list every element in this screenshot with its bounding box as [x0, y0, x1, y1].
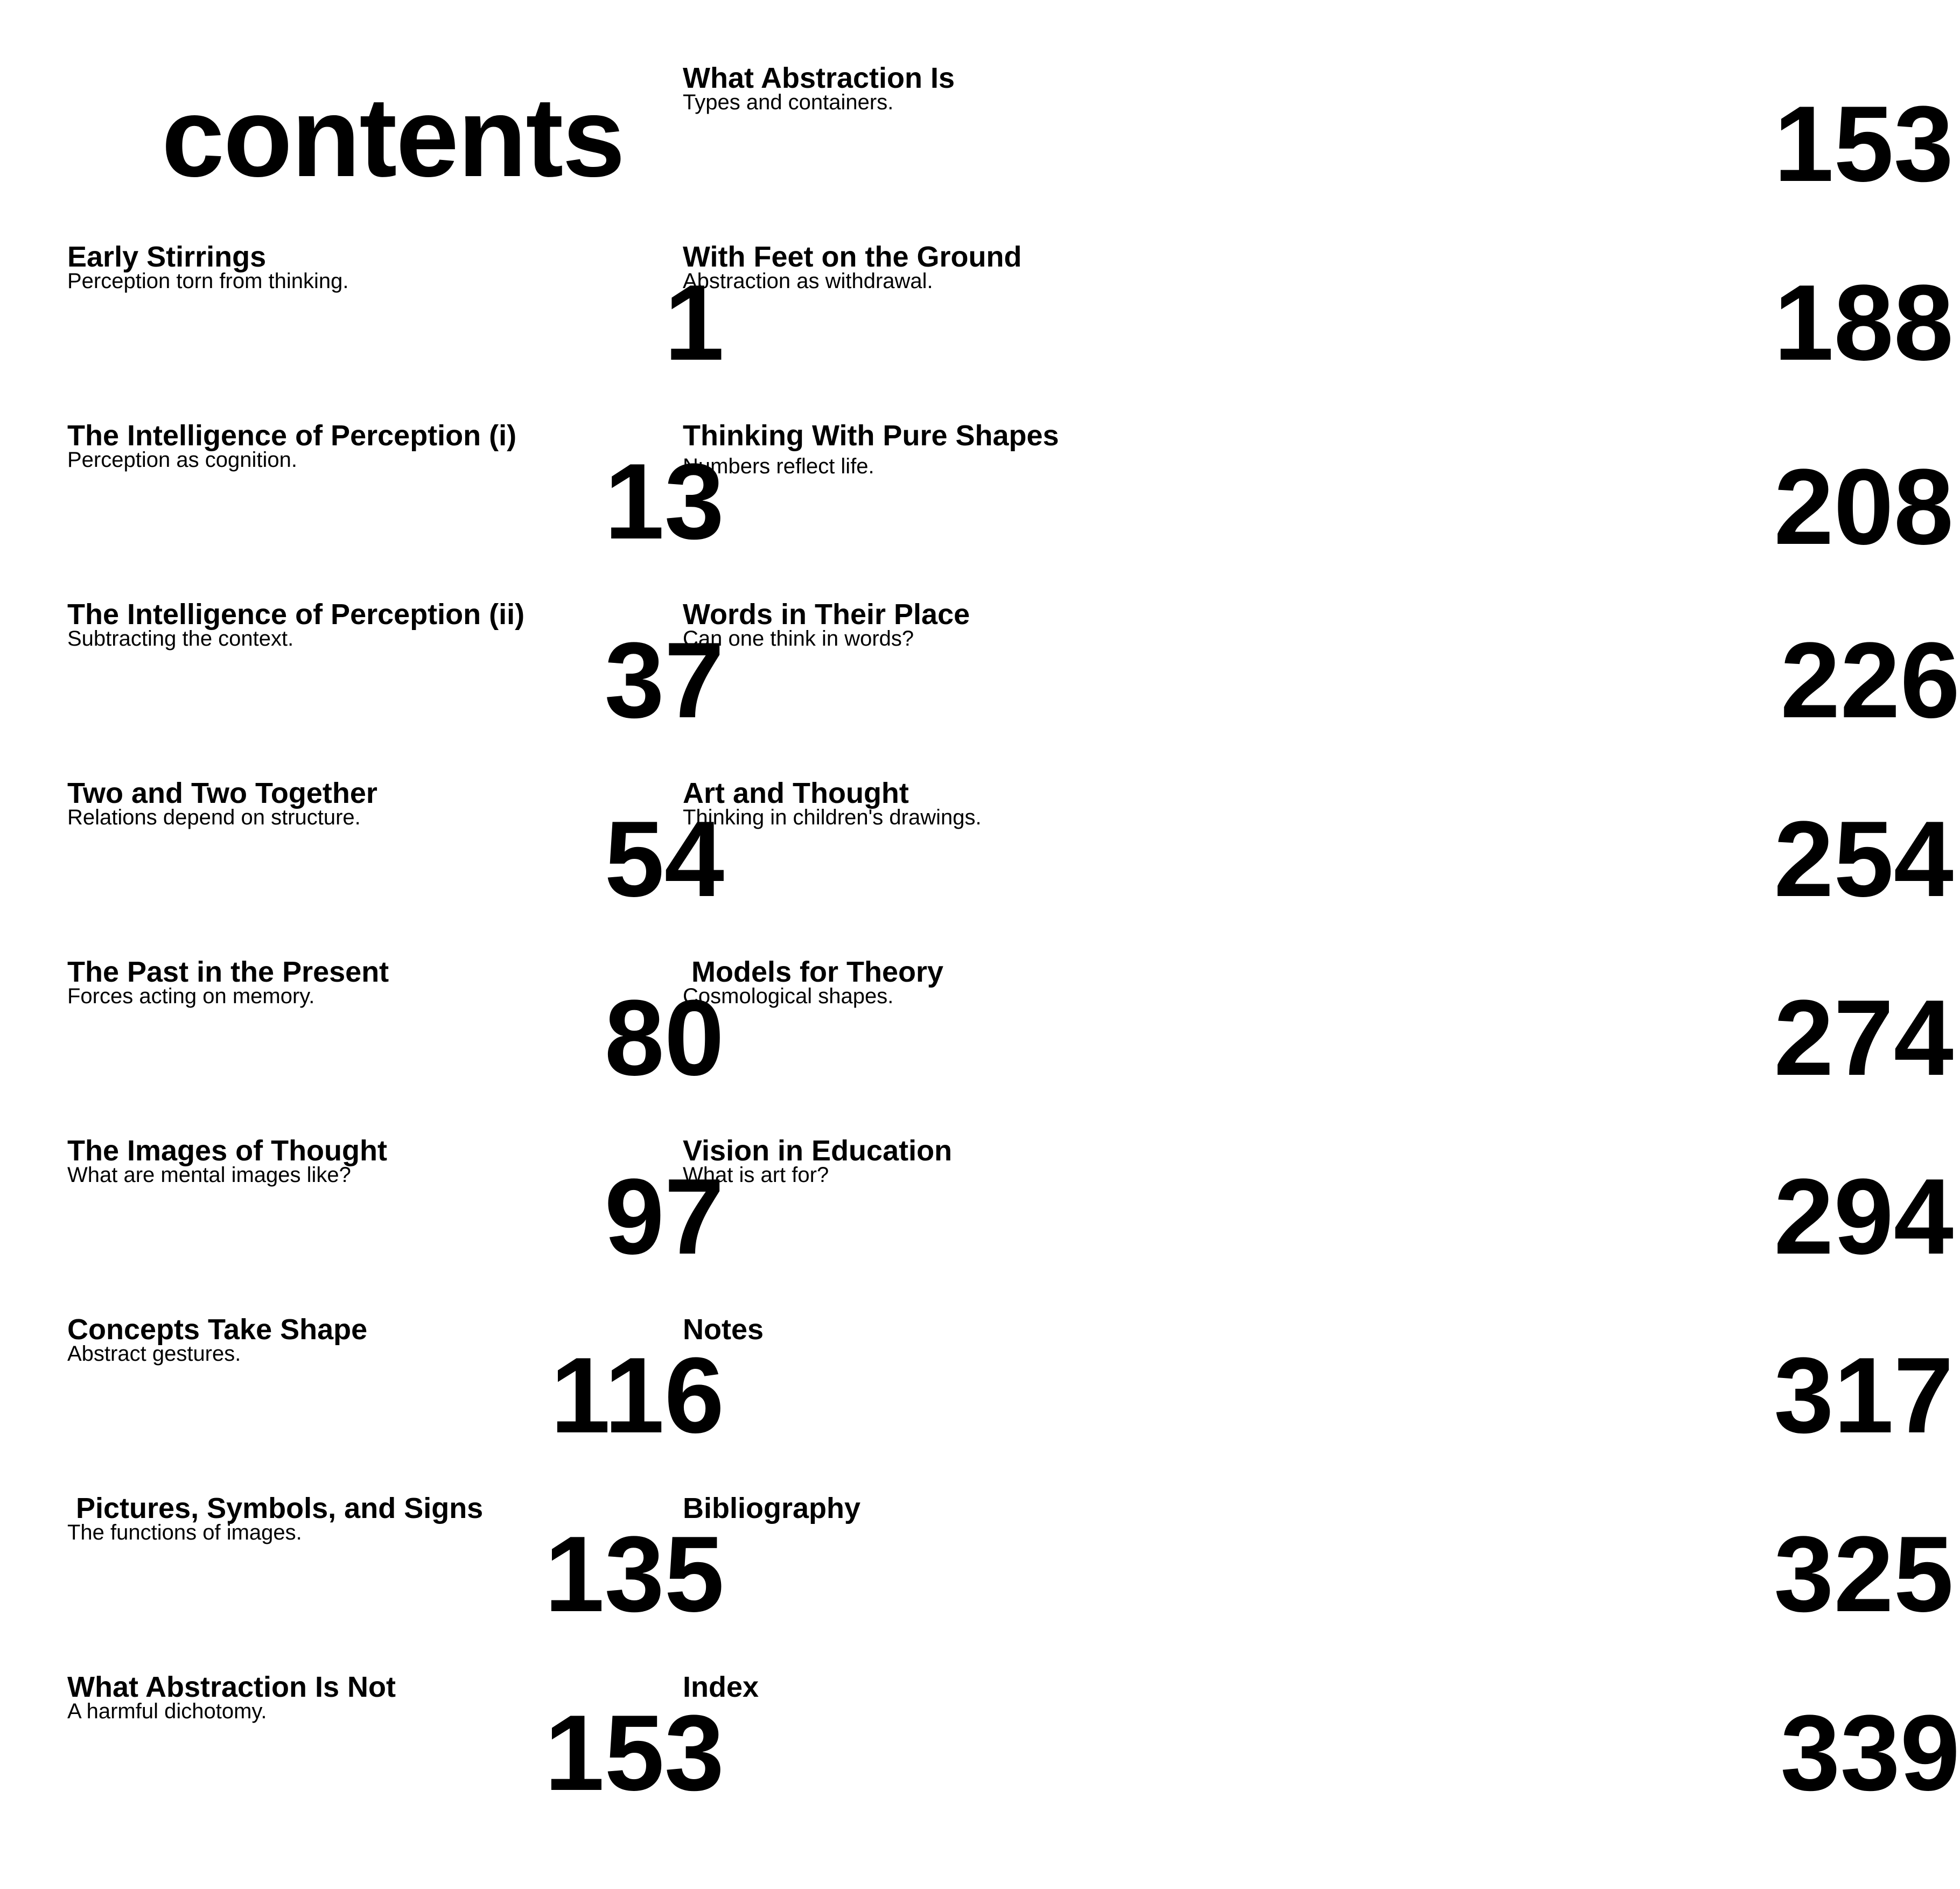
- toc-entry-right-3: [683, 419, 1954, 593]
- page-number: 54: [604, 799, 724, 919]
- chapter-title: Index: [683, 1671, 759, 1703]
- page-number: 188: [1774, 263, 1954, 383]
- toc-entry-right-10: [683, 1671, 1960, 1845]
- chapter-subtitle: Abstract gestures.: [67, 1342, 241, 1366]
- chapter-subtitle: Perception torn from thinking.: [67, 269, 349, 293]
- chapter-title: Bibliography: [683, 1492, 861, 1524]
- page-number: 317: [1774, 1335, 1954, 1456]
- page-number: 325: [1774, 1514, 1954, 1634]
- chapter-title: With Feet on the Ground: [683, 241, 1022, 273]
- chapter-title: The Intelligence of Perception (ii): [67, 598, 525, 631]
- page-number: 13: [604, 442, 724, 562]
- chapter-title: Vision in Education: [683, 1135, 953, 1167]
- chapter-subtitle: Forces acting on memory.: [67, 984, 315, 1008]
- toc-entry-right-1: [683, 62, 1954, 236]
- chapter-subtitle: Can one think in words?: [683, 627, 914, 650]
- page-number: 339: [1780, 1693, 1960, 1813]
- chapter-title: Concepts Take Shape: [67, 1313, 368, 1346]
- toc-entry-right-7: [683, 1135, 1954, 1309]
- toc-entry-left-5: [67, 956, 724, 1130]
- chapter-title: The Intelligence of Perception (i): [67, 419, 517, 452]
- chapter-subtitle: The functions of images.: [67, 1521, 302, 1544]
- page-number: 254: [1774, 799, 1954, 919]
- page-number: 226: [1780, 620, 1960, 740]
- chapter-title: Notes: [683, 1313, 764, 1346]
- chapter-subtitle: What is art for?: [683, 1163, 829, 1187]
- chapter-subtitle: What are mental images like?: [67, 1163, 351, 1187]
- toc-entry-right-6: [683, 956, 1954, 1130]
- page-number: 80: [604, 978, 724, 1098]
- page-title: contents: [162, 74, 625, 200]
- toc-entry-right-2: [683, 241, 1954, 415]
- page-number: 294: [1774, 1157, 1954, 1277]
- toc-entry-right-5: [683, 777, 1954, 951]
- page-number: 153: [544, 1693, 724, 1813]
- page-number: 208: [1774, 447, 1954, 567]
- chapter-title: The Past in the Present: [67, 956, 389, 988]
- toc-entry-left-4: [67, 777, 724, 951]
- toc-entry-left-1: [67, 241, 724, 415]
- chapter-subtitle: Cosmological shapes.: [683, 984, 894, 1008]
- chapter-title: Early Stirrings: [67, 241, 267, 273]
- toc-entry-left-8: [67, 1492, 724, 1666]
- page-number: 37: [604, 620, 724, 740]
- chapter-title: Pictures, Symbols, and Signs: [76, 1492, 484, 1524]
- page-number: 274: [1774, 978, 1954, 1098]
- toc-entry-right-9: [683, 1492, 1954, 1666]
- chapter-title: What Abstraction Is Not: [67, 1671, 396, 1703]
- chapter-subtitle: Subtracting the context.: [67, 627, 294, 650]
- toc-entry-left-3: [67, 598, 724, 772]
- chapter-subtitle: Relations depend on structure.: [67, 806, 361, 829]
- chapter-title: The Images of Thought: [67, 1135, 387, 1167]
- chapter-subtitle: Numbers reflect life.: [683, 454, 874, 478]
- chapter-title: Art and Thought: [683, 777, 909, 809]
- chapter-title: Models for Theory: [691, 956, 944, 988]
- toc-entry-right-8: [683, 1313, 1954, 1487]
- chapter-subtitle: A harmful dichotomy.: [67, 1699, 267, 1723]
- chapter-subtitle: Types and containers.: [683, 90, 894, 114]
- chapter-title: Words in Their Place: [683, 598, 970, 631]
- toc-entry-left-2: [67, 419, 724, 593]
- chapter-title: Two and Two Together: [67, 777, 377, 809]
- page-number: 135: [544, 1514, 724, 1634]
- toc-entry-left-6: [67, 1135, 724, 1309]
- toc-entry-right-4: [683, 598, 1960, 772]
- page-number: 1: [664, 263, 724, 383]
- page-number: 97: [604, 1157, 724, 1277]
- chapter-subtitle: Thinking in children's drawings.: [683, 806, 982, 829]
- chapter-subtitle: Abstraction as withdrawal.: [683, 269, 933, 293]
- page-number: 153: [1774, 84, 1954, 204]
- chapter-subtitle: Perception as cognition.: [67, 448, 297, 472]
- chapter-title: Thinking With Pure Shapes: [683, 419, 1059, 452]
- page-number: 116: [550, 1335, 724, 1456]
- chapter-title: What Abstraction Is: [683, 62, 955, 94]
